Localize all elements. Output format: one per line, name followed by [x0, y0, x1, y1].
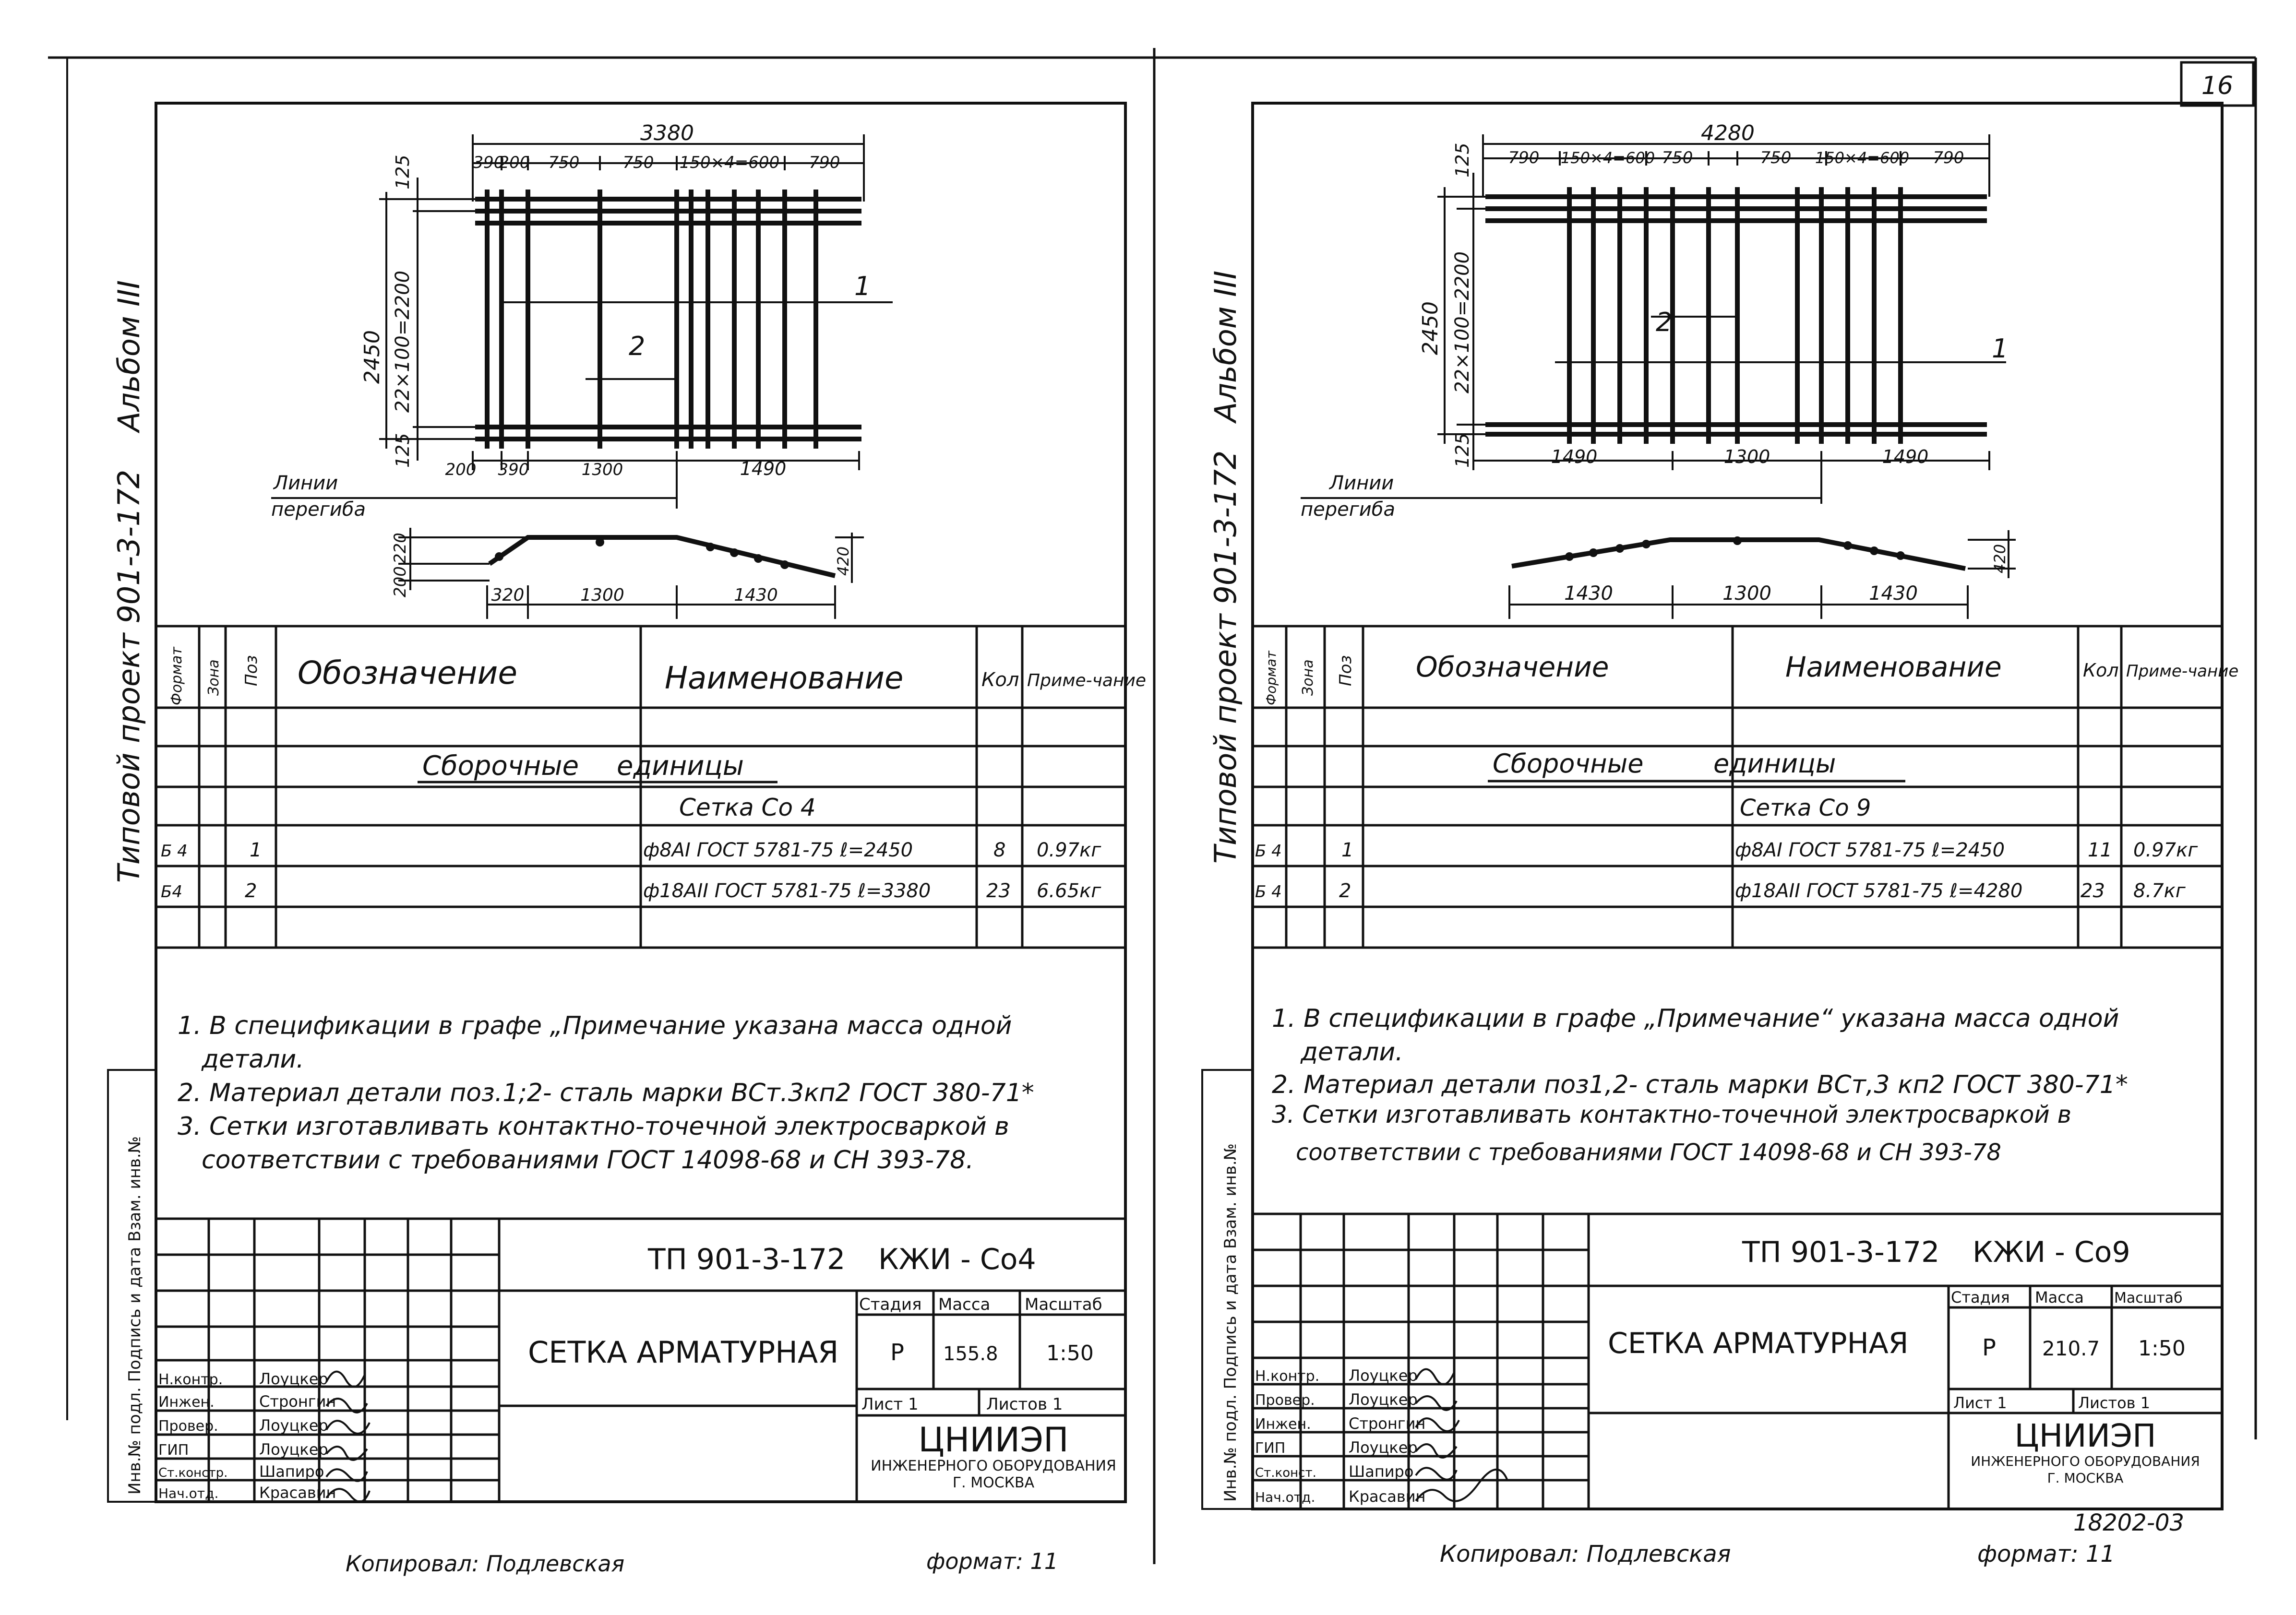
right-tb-org: ЦНИИЭП	[2014, 1417, 2156, 1454]
right-tb-mass: 210.7	[2042, 1337, 2100, 1360]
right-section-2: единицы	[1713, 748, 1836, 779]
right-tb-name-1: Лоуцкер	[1349, 1366, 1418, 1385]
right-tb-role-2: Провер.	[1255, 1392, 1315, 1409]
left-tb-role-5: Ст.констр.	[158, 1466, 228, 1480]
left-tb-mark: КЖИ - Со4	[878, 1243, 1036, 1276]
left-bend-label2: перегиба	[271, 499, 366, 521]
document-number: 18202-03	[2073, 1509, 2185, 1536]
left-tb-sheet: Лист 1	[861, 1395, 919, 1414]
right-tb-title: СЕТКА АРМАТУРНАЯ	[1608, 1327, 1909, 1360]
right-hdr-note: Приме-чание	[2126, 662, 2239, 681]
left-tb-name-5: Шапиро	[259, 1462, 324, 1481]
left-row1-pos: 1	[250, 839, 262, 861]
left-row1-format: Б 4	[161, 842, 188, 861]
left-tb-org3: Г. МОСКВА	[952, 1474, 1035, 1491]
right-tb-role-1: Н.контр.	[1255, 1368, 1320, 1385]
right-bottom-dim-3: 1490	[1882, 446, 1929, 467]
right-row1-qty: 11	[2088, 839, 2112, 861]
left-note-1: 1. В спецификации в графе „Примечание указана масса одной	[178, 1011, 1012, 1040]
left-bottom-offset: 125	[392, 433, 413, 468]
right-section-1: Сборочные	[1493, 748, 1644, 779]
left-row1-qty: 8	[993, 839, 1006, 861]
page-number: 16	[2201, 71, 2234, 100]
right-row1-note: 0.97кг	[2133, 839, 2198, 861]
right-note-1: 1. В спецификации в графе „Примечание“ указана масса одной	[1272, 1004, 2119, 1033]
left-top-dim-1: 390	[473, 153, 504, 172]
left-side-stamp: Инв.№ подл. Подпись и дата Взам. инв.№	[125, 1136, 144, 1495]
right-top-dim-5: 150×4=600	[1815, 149, 1910, 167]
left-sheet	[108, 103, 1146, 1577]
left-tb-title: СЕТКА АРМАТУРНАЯ	[528, 1335, 839, 1370]
left-item-title: Сетка Со 4	[679, 794, 816, 821]
left-mesh-long-bars	[475, 199, 861, 439]
right-hdr-pos: Поз	[1336, 655, 1355, 686]
left-bottom-dim-4: 1490	[740, 458, 787, 479]
right-row1-name: ф8АI ГОСТ 5781-75 ℓ=2450	[1735, 839, 2005, 861]
right-profile-dim-1: 1430	[1564, 582, 1613, 605]
right-row2-qty: 23	[2081, 880, 2105, 902]
left-dim-overall-width: 3380	[640, 121, 694, 145]
left-top-dim-4: 750	[622, 153, 654, 172]
left-tb-name-4: Лоуцкер	[259, 1440, 328, 1459]
right-dim-overall-width: 4280	[1701, 121, 1755, 145]
left-tb-org2: ИНЖЕНЕРНОГО ОБОРУДОВАНИЯ	[871, 1458, 1116, 1474]
left-hdr-format: Формат	[168, 647, 185, 705]
right-tb-sheets: Листов 1	[2078, 1394, 2151, 1412]
left-footer-copied: Копировал: Подлевская	[346, 1551, 625, 1577]
right-profile-height: 420	[1991, 544, 2009, 573]
right-hdr-qty: Кол	[2083, 660, 2119, 681]
right-tb-stage: Р	[1982, 1334, 1996, 1361]
right-side-project: Типовой проект 901-3-172	[1208, 450, 1243, 864]
right-side-album: Альбом III	[1208, 270, 1243, 422]
right-top-dim-3: 750	[1662, 148, 1693, 167]
left-top-offset: 125	[392, 154, 413, 190]
right-top-dim-4: 750	[1760, 148, 1792, 167]
left-tb-scale-label: Масштаб	[1025, 1295, 1102, 1314]
left-tb-stage-label: Стадия	[859, 1295, 922, 1314]
right-tb-mark: КЖИ - Со9	[1973, 1235, 2130, 1269]
right-hdr-name: Наименование	[1785, 651, 2002, 683]
right-hdr-designation: Обозначение	[1416, 651, 1609, 683]
left-overall-height: 2450	[360, 330, 384, 384]
right-item-title: Сетка Со 9	[1740, 795, 1871, 821]
right-bottom-dim-1: 1490	[1551, 446, 1598, 467]
right-tb-sheet: Лист 1	[1953, 1394, 2007, 1412]
right-footer-copied: Копировал: Подлевская	[1440, 1541, 1731, 1568]
left-row1-note: 0.97кг	[1037, 839, 1101, 861]
left-note-3: 3. Сетки изготавливать контактно-точечной электросваркой в	[178, 1112, 1009, 1141]
left-bottom-dim-1: 200	[445, 460, 477, 479]
right-top-dim-6: 790	[1933, 148, 1964, 167]
left-hdr-qty: Кол	[981, 669, 1019, 691]
left-tb-role-3: Провер.	[158, 1418, 218, 1435]
left-profile-dim-2: 1300	[580, 585, 624, 605]
right-row2-name: ф18АII ГОСТ 5781-75 ℓ=4280	[1735, 880, 2023, 902]
left-hdr-zone: Зона	[205, 659, 222, 696]
right-tb-org3: Г. МОСКВА	[2047, 1470, 2124, 1486]
left-side-album: Альбом III	[111, 280, 146, 432]
left-bottom-dim-2: 390	[498, 460, 529, 479]
right-tb-org2: ИНЖЕНЕРНОГО ОБОРУДОВАНИЯ	[1971, 1453, 2200, 1469]
left-note-3b: соответствии с требованиями ГОСТ 14098-68 и СН 393-78.	[202, 1146, 974, 1175]
right-mesh-trans-bars	[1569, 187, 1901, 444]
right-tb-stage-label: Стадия	[1951, 1288, 2010, 1306]
left-hdr-designation: Обозначение	[298, 654, 517, 691]
left-row2-name: ф18АII ГОСТ 5781-75 ℓ=3380	[643, 880, 931, 902]
left-note-1b: детали.	[202, 1045, 304, 1074]
right-tb-name-6: Красавин	[1349, 1487, 1426, 1506]
right-height-detail: 22×100=2200	[1451, 251, 1473, 393]
right-tb-name-4: Лоуцкер	[1349, 1438, 1418, 1457]
right-tb-name-2: Лоуцкер	[1349, 1390, 1418, 1409]
left-row2-format: Б4	[161, 882, 182, 902]
left-tb-scale: 1:50	[1046, 1341, 1094, 1366]
left-top-dim-2: 200	[499, 153, 530, 172]
right-row2-pos: 2	[1339, 880, 1351, 902]
left-side-project: Типовой проект 901-3-172	[111, 469, 146, 883]
right-tb-name-3: Стронгин	[1349, 1414, 1426, 1433]
left-top-dim-3: 750	[548, 153, 580, 172]
right-sheet	[1202, 103, 2238, 1568]
right-side-stamp: Инв.№ подл. Подпись и дата Взам. инв.№	[1221, 1143, 1240, 1502]
right-bottom-offset: 125	[1452, 433, 1473, 468]
right-note-2: 2. Материал детали поз1,2- сталь марки ВСт,3 кп2 ГОСТ 380-71*	[1272, 1070, 2128, 1099]
left-tb-name-6: Красавин	[259, 1484, 336, 1502]
left-label-pos1: 1	[854, 271, 871, 301]
right-tb-role-5: Ст.конст.	[1255, 1466, 1316, 1480]
right-note-3: 3. Сетки изготавливать контактно-точечной электросваркой в	[1272, 1101, 2072, 1128]
left-tb-role-1: Н.контр.	[158, 1371, 223, 1388]
right-tb-name-5: Шапиро	[1349, 1462, 1414, 1481]
right-profile-dims	[1509, 530, 2016, 619]
left-tb-sheets: Листов 1	[986, 1395, 1063, 1414]
left-row1-name: ф8АI ГОСТ 5781-75 ℓ=2450	[643, 839, 913, 861]
left-tb-code: ТП 901-3-172	[648, 1243, 846, 1276]
left-tb-mass: 155.8	[943, 1343, 998, 1365]
right-tb-role-4: ГИП	[1255, 1440, 1286, 1457]
left-label-pos2: 2	[629, 331, 646, 361]
right-row2-note: 8.7кг	[2133, 880, 2186, 902]
left-tb-name-3: Лоуцкер	[259, 1416, 328, 1435]
left-top-dim-5: 150×4=600	[679, 153, 780, 172]
right-overall-height: 2450	[1418, 301, 1443, 355]
left-profile-left-1: 220	[391, 533, 410, 564]
left-section-1: Сборочные	[422, 750, 579, 782]
right-footer-format: формат: 11	[1977, 1541, 2115, 1568]
left-tb-role-4: ГИП	[158, 1442, 189, 1459]
right-label-pos1: 1	[1992, 333, 2009, 364]
left-tb-role-2: Инжен.	[158, 1394, 215, 1411]
left-row2-pos: 2	[245, 880, 257, 902]
left-footer-format: формат: 11	[926, 1548, 1059, 1574]
left-profile-height: 420	[834, 546, 852, 576]
right-bottom-dim-2: 1300	[1723, 446, 1770, 467]
left-hdr-note: Приме-чание	[1027, 671, 1147, 690]
right-bend-label: Линии	[1329, 472, 1394, 494]
right-row2-format: Б 4	[1255, 882, 1282, 902]
right-top-dim-2: 150×4=600	[1560, 149, 1655, 167]
left-profile-dim-1: 320	[491, 585, 525, 605]
left-mesh-trans-bars	[487, 190, 816, 449]
right-top-dim-1: 790	[1508, 148, 1540, 167]
left-tb-name-2: Стронгин	[259, 1392, 336, 1411]
left-hdr-pos: Поз	[242, 655, 261, 686]
left-row2-qty: 23	[986, 880, 1011, 902]
right-tb-code: ТП 901-3-172	[1742, 1235, 1940, 1269]
right-hdr-zone: Зона	[1300, 659, 1316, 696]
left-note-2: 2. Материал детали поз.1;2- сталь марки ВСт.3кп2 ГОСТ 380-71*	[178, 1079, 1034, 1107]
left-tb-role-6: Нач.отд.	[158, 1485, 219, 1501]
left-bend-label: Линии	[274, 472, 338, 494]
right-tb-scale-label: Масштаб	[2114, 1290, 2183, 1306]
right-bend-label2: перегиба	[1301, 499, 1395, 521]
right-row1-pos: 1	[1341, 839, 1354, 861]
left-section-2: единицы	[617, 750, 744, 782]
left-height-detail: 22×100=2200	[392, 270, 414, 413]
left-tb-org: ЦНИИЭП	[918, 1420, 1069, 1460]
right-tb-role-6: Нач.отд.	[1255, 1489, 1315, 1505]
right-hdr-format: Формат	[1263, 651, 1279, 705]
left-row2-note: 6.65кг	[1037, 880, 1101, 902]
left-profile-bar	[490, 537, 835, 576]
right-tb-role-3: Инжен.	[1255, 1416, 1311, 1433]
right-profile-dim-3: 1430	[1869, 582, 1918, 605]
left-tb-name-1: Лоуцкер	[259, 1370, 328, 1388]
left-tb-stage: Р	[890, 1339, 904, 1366]
left-hdr-name: Наименование	[665, 661, 904, 696]
left-bottom-dim-3: 1300	[581, 460, 623, 479]
left-tb-mass-label: Масса	[938, 1295, 991, 1314]
right-profile-dim-2: 1300	[1722, 582, 1771, 605]
right-top-offset: 125	[1452, 142, 1473, 178]
right-row1-format: Б 4	[1255, 842, 1282, 861]
right-tb-scale: 1:50	[2138, 1336, 2186, 1361]
right-note-3b: соответствии с требованиями ГОСТ 14098-68 и СН 393-78	[1296, 1139, 2001, 1166]
left-profile-left-0: 200	[391, 566, 410, 597]
right-note-1b: детали.	[1301, 1038, 1403, 1067]
right-tb-mass-label: Масса	[2035, 1288, 2084, 1306]
left-profile-dim-3: 1430	[734, 585, 778, 605]
right-label-pos2: 2	[1656, 307, 1673, 337]
left-top-dim-6: 790	[809, 153, 840, 172]
left-profile-dims	[398, 528, 864, 619]
left-signatures	[326, 1372, 370, 1502]
